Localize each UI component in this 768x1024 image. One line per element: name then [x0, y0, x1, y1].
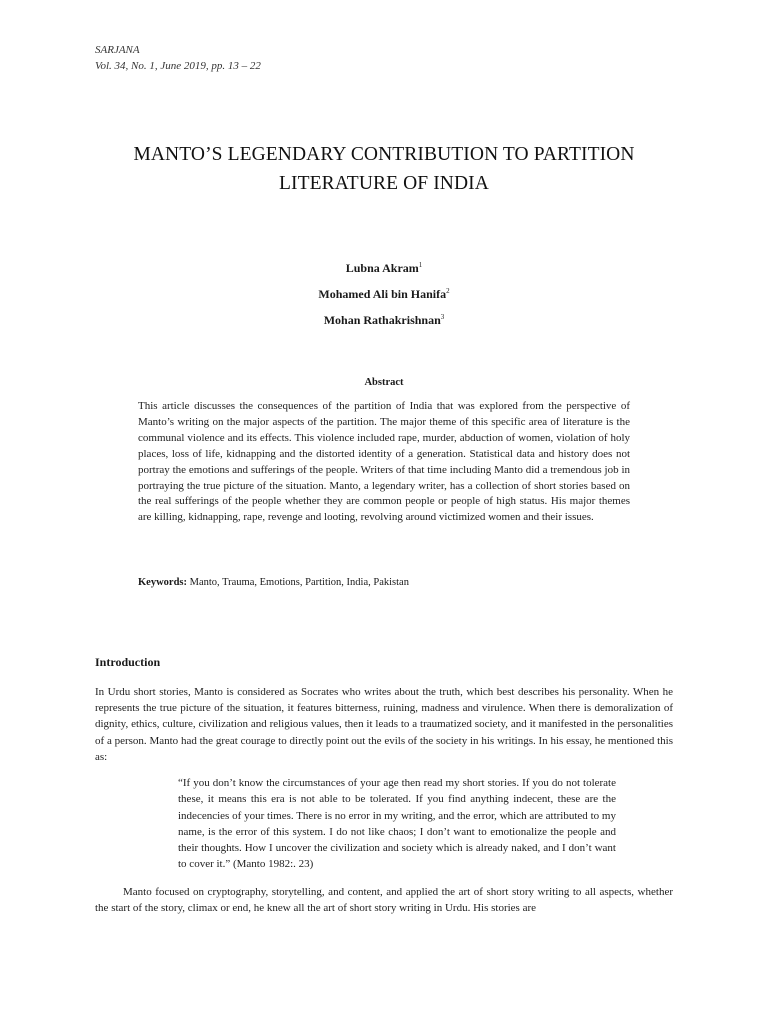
keywords [138, 575, 630, 590]
journal-name: SARJANA [95, 44, 140, 56]
paper-title [60, 140, 708, 198]
keywords-text: Manto, Trauma, Emotions, Partition, India, Pakistan [187, 577, 409, 588]
journal-header [95, 42, 261, 74]
author-name: Mohan Rathakrishnan [323, 313, 441, 327]
author-name: Mohamed Ali bin Hanifa [318, 287, 447, 301]
abstract-heading: Abstract [364, 377, 404, 388]
author-list [0, 254, 768, 332]
author-affiliation-mark: 1 [418, 261, 423, 269]
journal-issue: Vol. 34, No. 1, June 2019, pp. 13 – 22 [95, 60, 261, 72]
introduction-paragraph-2: Manto focused on cryptography, storytelling, and content, and applied the art of short story writing to all aspects, whether the start of the story, climax or end, he knew all the art of short story writing in Urdu. His stories are [95, 886, 673, 915]
author [0, 280, 768, 306]
title-line-1: MANTO’S LEGENDARY CONTRIBUTION TO PARTITION [133, 144, 635, 165]
author-name: Lubna Akram [345, 261, 419, 275]
introduction-paragraph-1: In Urdu short stories, Manto is considered as Socrates who writes about the truth, which best describes his personality. When he represents the true picture of the situation, it features bitterness, ruining, madness and virulence. When there is demoralization of dignity, ethics, culture, civilization and religious values, then it leads to a traumatized society, and it manifested in the personalities of a person. Manto had the great courage to directly point out the evils of the society in his writings. In his essay, he mentioned this as: [95, 686, 673, 763]
abstract-text: This article discusses the consequences of the partition of India that was explored from the perspective of Manto’s writing on the major aspects of the partition. The major theme of this specific area of literature is the communal violence and its effects. This violence included rape, murder, abduction of women, violation of holy places, loss of life, kidnapping and the distorted identity of a generation. Statistical data and history does not portray the emotions and sufferings of the people. Writers of that time including Manto did a tremendous job in portraying the true picture of the situation. Manto, a legendary writer, has a collection of short stories based on the real sufferings of the people whether they are common people or people of high status. His major themes are killing, kidnapping, rape, revenge and looting, revolving around victimized women and their issues. [138, 400, 630, 524]
introduction-heading: Introduction [95, 655, 161, 669]
author-affiliation-mark: 3 [440, 313, 445, 321]
author [0, 306, 768, 332]
title-line-2: LITERATURE OF INDIA [279, 173, 489, 194]
author [0, 254, 768, 280]
keywords-label: Keywords: [138, 577, 187, 588]
block-quote: “If you don’t know the circumstances of your age then read my short stories. If you do not tolerate these, it means this era is not able to be tolerated. If you find anything indecent, these are the indecencies of your times. There is no error in my writing, and the error, which are attributed to my name, is the error of this system. I do not like chaos; I don’t want to emotionalize the people and their thoughts. How I uncover the civilization and society which is already naked, and I don’t want to cover it.” (Manto 1982:. 23) [178, 777, 616, 871]
author-affiliation-mark: 2 [446, 287, 450, 295]
